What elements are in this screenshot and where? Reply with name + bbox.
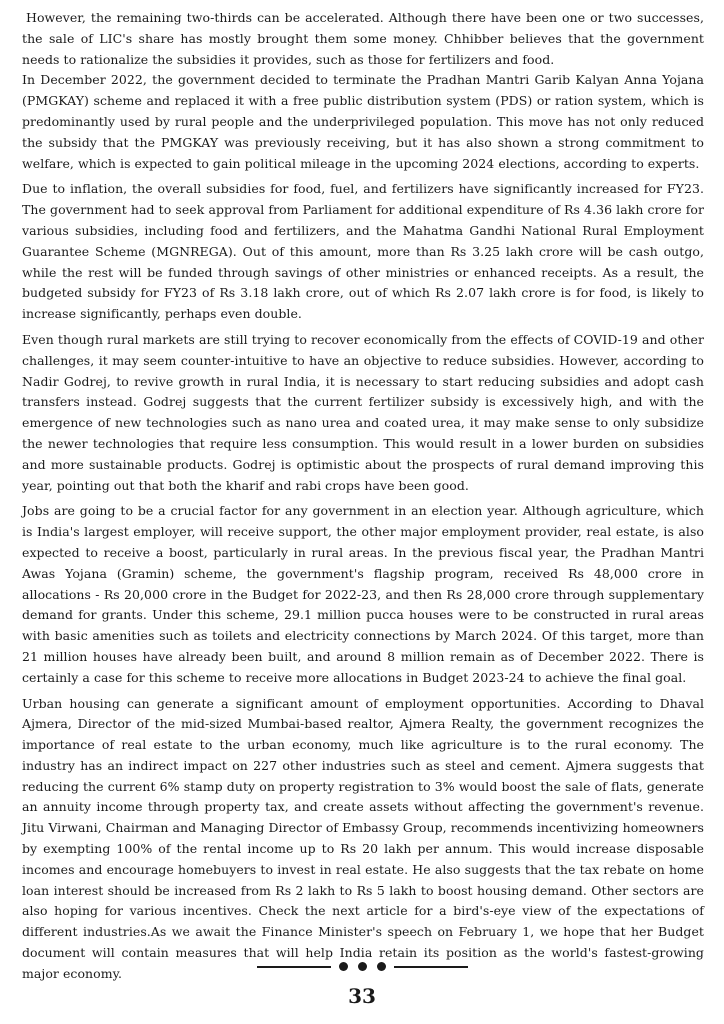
paragraph: Even though rural markets are still trying to recover economically from the effects of COVID-19 and other challenges, it may seem counter-intuitive to have an objective to reduce subsidies. However, according to Nadir Godrej, to revive growth in rural India, it is necessary to start reducing subsidies and adopt cash transfers instead. Godrej suggests that the current fertilizer subsidy is excessively high, and with the emergence of new technologies such as nano urea and coated urea, it may make sense to only subsidize the newer technologies that require less consumption. This would result in a lower burden on subsidies and more sustainable products. Godrej is optimistic about the prospects of rural demand improving this year, pointing out that both the kharif and rabi crops have been good. xyxy=(22,331,704,493)
ornament-dot xyxy=(339,962,348,971)
paragraph: However, the remaining two-thirds can be accelerated. Although there have been one or two successes, the sale of LIC's share has mostly brought them some money. Chhibber believes that the government needs to rationalize the subsidies it provides, such as those for fertilizers and food. xyxy=(22,10,704,67)
paragraph: Urban housing can generate a significant amount of employment opportunities. According to Dhaval Ajmera, Director of the mid-sized Mumbai-based realtor, Ajmera Realty, the government recognizes the importance of real estate to the urban economy, much like agriculture is to the rural economy. The industry has an indirect impact on 227 other industries such as steel and cement. Ajmera suggests that reducing the current 6% stamp duty on property registration to 3% would boost the sale of flats, generate an annuity income through property tax, and create assets without affecting the government's revenue. Jitu Virwani, Chairman and Managing Director of Embassy Group, recommends incentivizing homeowners by exempting 100% of the rental income up to Rs 20 lakh per annum. This would increase disposable incomes and encourage homebuyers to invest in real estate. He also suggests that the tax rebate on home loan interest should be increased from Rs 2 lakh to Rs 5 lakh to boost housing demand. Other sectors are also hoping for various incentives. Check the next article for a bird's-eye view of the expectations of different industries.As we await the Finance Minister's speech on February 1, we hope that her Budget document will contain measures that will help India retain its position as the world's fastest-growing major economy. xyxy=(22,695,704,981)
paragraph: Due to inflation, the overall subsidies for food, fuel, and fertilizers have significantly increased for FY23. The government had to seek approval from Parliament for additional expenditure of Rs 4.36 lakh crore for various subsidies, including food and fertilizers, and the Mahatma Gandhi National Rural Employment Guarantee Scheme (MGNREGA). Out of this amount, more than Rs 3.25 lakh crore will be cash outgo, while the rest will be funded through savings of other ministries or enhanced receipts. As a result, the budgeted subsidy for FY23 of Rs 3.18 lakh crore, out of which Rs 2.07 lakh crore is for food, is likely to increase significantly, perhaps even double. xyxy=(22,181,704,322)
ornament-dot xyxy=(377,962,386,971)
paragraph: Jobs are going to be a crucial factor for any government in an election year. Although agriculture, which is India's largest employer, will receive support, the other major employment provider, real estate, is also expected to receive a boost, particularly in rural areas. In the previous fiscal year, the Pradhan Mantri Awas Yojana (Gramin) scheme, the government's flagship program, received Rs 48,000 crore in allocations - Rs 20,000 crore in the Budget for 2022-23, and then Rs 28,000 crore through supplementary demand for grants. Under this scheme, 29.1 million pucca houses were to be constructed in rural areas with basic amenities such as toilets and electricity connections by March 2024. Of this target, more than 21 million houses have already been built, and around 8 million remain as of December 2022. There is certainly a case for this scheme to receive more allocations in Budget 2023-24 to achieve the final goal. xyxy=(22,503,704,685)
footer-rule-right xyxy=(394,966,468,968)
footer-rule-left xyxy=(257,966,331,968)
ornament-dot xyxy=(358,962,367,971)
footer-ornament xyxy=(0,962,724,971)
paragraph: In December 2022, the government decided to terminate the Pradhan Mantri Garib Kalyan Anna Yojana (PMGKAY) scheme and replaced it with a free public distribution system (PDS) or ration system, which is predominantly used by rural people and the underprivileged population. This move has not only reduced the subsidy that the PMGKAY was previously receiving, but it has also shown a strong commitment to welfare, which is expected to gain political mileage in the upcoming 2024 elections, according to experts. xyxy=(22,72,704,171)
page-number: 33 xyxy=(348,984,376,1008)
